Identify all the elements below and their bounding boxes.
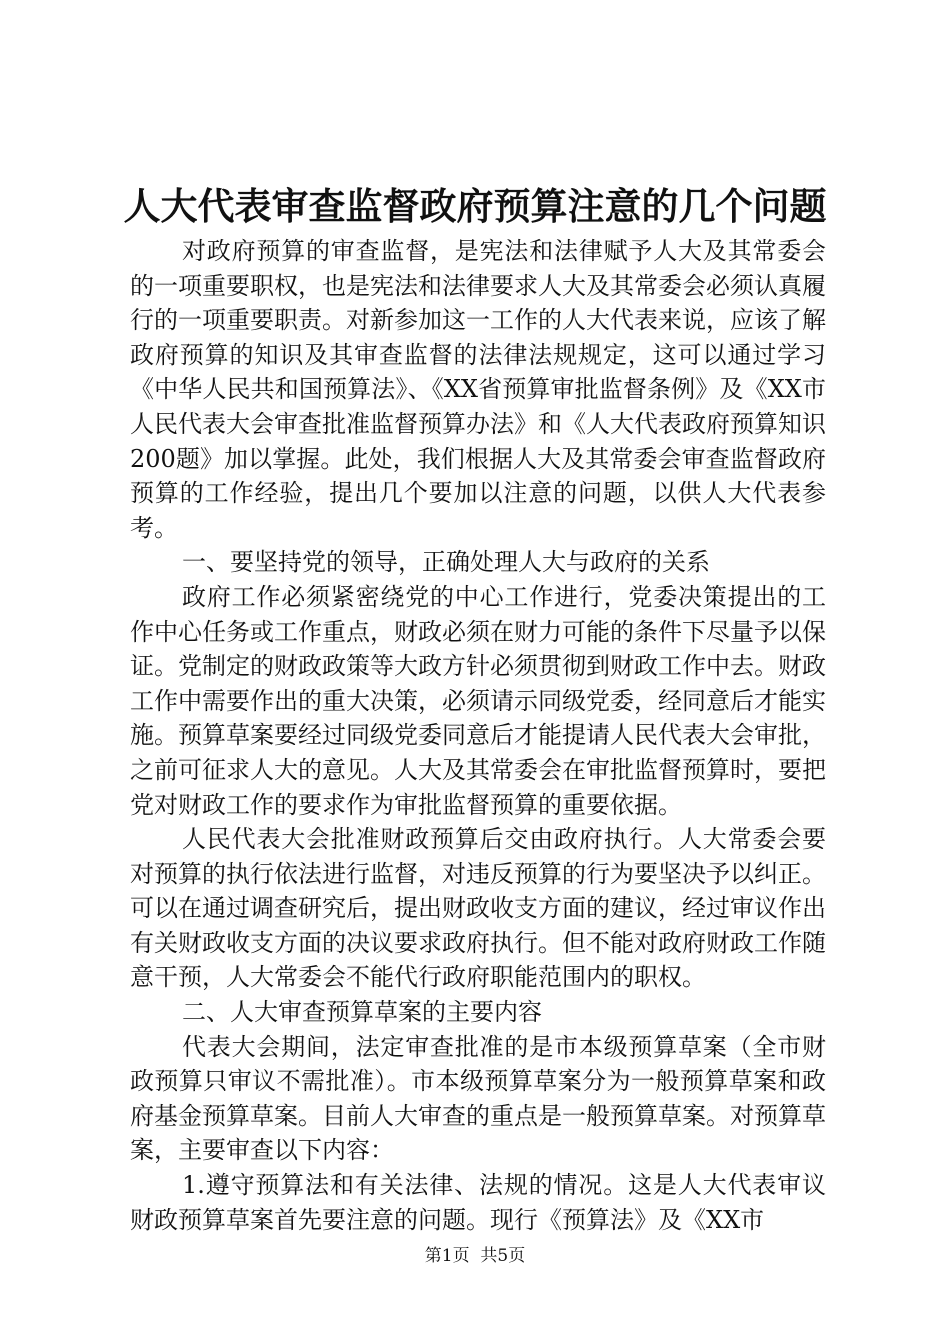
page-footer bbox=[0, 1244, 950, 1268]
paragraph-budget-execution: 人民代表大会批准财政预算后交由政府执行。人大常委会要对预算的执行依法进行监督，对违反预算的行为要坚决予以纠正。可以在通过调查研究后，提出财政收支方面的建议，经过审议作出有关财政收支方面的决议要求政府执行。但不能对政府财政工作随意干预，人大常委会不能代行政府职能范围内的职权。 bbox=[130, 825, 826, 992]
paragraph-congress-review: 代表大会期间，法定审查批准的是市本级预算草案（全市财政预算只审议不需批准）。市本级预算草案分为一般预算草案和政府基金预算草案。目前人大审查的重点是一般预算草案。对预算草案，主要审查以下内容： bbox=[130, 1032, 826, 1165]
paragraph-party-leadership: 政府工作必须紧密绕党的中心工作进行，党委决策提出的工作中心任务或工作重点，财政必须在财力可能的条件下尽量予以保证。党制定的财政政策等大政方针必须贯彻到财政工作中去。财政工作中需要作出的重大决策，必须请示同级党委，经同意后才能实施。预算草案要经过同级党委同意后才能提请人民代表大会审批，之前可征求人大的意见。人大及其常委会在审批监督预算时，要把党对财政工作的要求作为审批监督预算的重要依据。 bbox=[130, 582, 826, 819]
page-number: 第1页 bbox=[424, 1246, 470, 1266]
document-body bbox=[130, 234, 826, 1237]
document-title: 人大代表审查监督政府预算注意的几个问题 bbox=[123, 184, 827, 228]
section-heading-2: 二、人大审查预算草案的主要内容 bbox=[182, 998, 542, 1027]
section-heading-1: 一、要坚持党的领导，正确处理人大与政府的关系 bbox=[182, 548, 710, 577]
paragraph-item-1: 1.遵守预算法和有关法律、法规的情况。这是人大代表审议财政预算草案首先要注意的问题。现行《预算法》及《XX市 bbox=[130, 1171, 826, 1234]
paragraph-intro: 对政府预算的审查监督，是宪法和法律赋予人大及其常委会的一项重要职权，也是宪法和法律要求人大及其常委会必须认真履行的一项重要职责。对新参加这一工作的人大代表来说，应该了解政府预算的知识及其审查监督的法律法规规定，这可以通过学习《中华人民共和国预算法》、《XX省预算审批监督条例》及《XX市人民代表大会审查批准监督预算办法》和《人大代表政府预算知识200题》加以掌握。此处，我们根据人大及其常委会审查监督政府预算的工作经验，提出几个要加以注意的问题，以供人大代表参考。 bbox=[130, 237, 826, 542]
page-total: 共5页 bbox=[480, 1246, 526, 1266]
